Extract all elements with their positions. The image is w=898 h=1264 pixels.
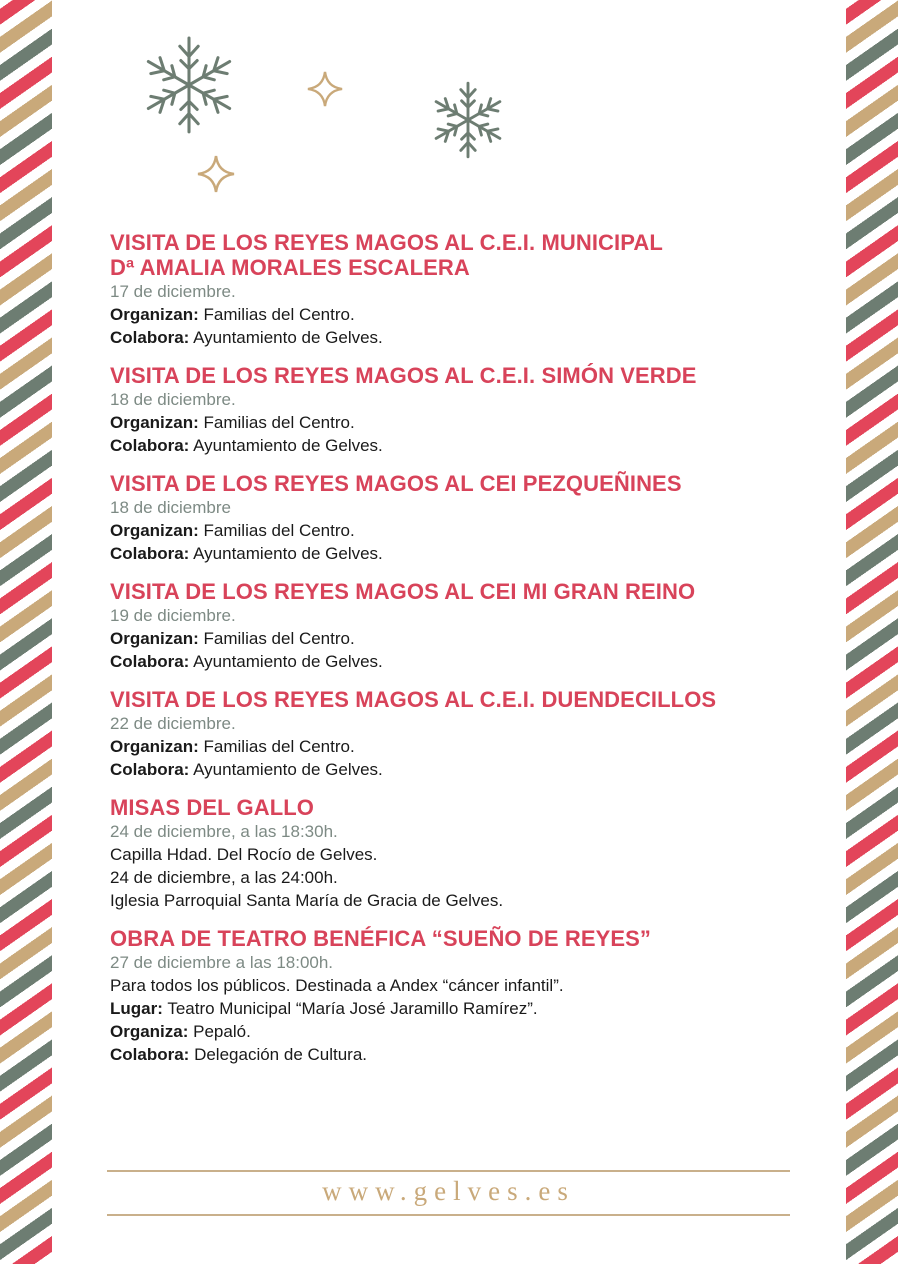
event-item [110, 687, 810, 781]
website-link[interactable]: www.gelves.es [322, 1176, 575, 1206]
event-line: Colabora: Ayuntamiento de Gelves. [110, 544, 383, 563]
event-line: Colabora: Ayuntamiento de Gelves. [110, 436, 383, 455]
event-item [110, 795, 810, 912]
event-item [110, 363, 810, 457]
event-title: MISAS DEL GALLO [110, 795, 314, 820]
right-stripe-border [846, 0, 898, 1264]
event-item [110, 579, 810, 673]
snowflake-icon [138, 34, 240, 136]
event-line: Colabora: Delegación de Cultura. [110, 1045, 368, 1064]
event-line: Capilla Hdad. Del Rocío de Gelves. [110, 845, 378, 864]
event-date: 27 de diciembre a las 18:00h. [110, 953, 334, 972]
footer-divider-bottom [107, 1214, 790, 1216]
footer-divider-top [107, 1170, 790, 1172]
event-line: Organizan: Familias del Centro. [110, 629, 355, 648]
event-line: Colabora: Ayuntamiento de Gelves. [110, 328, 383, 347]
event-date: 18 de diciembre [110, 498, 231, 517]
sparkle-icon [306, 70, 344, 108]
event-line: Colabora: Ayuntamiento de Gelves. [110, 652, 383, 671]
event-item [110, 926, 810, 1066]
event-title: OBRA DE TEATRO BENÉFICA “SUEÑO DE REYES” [110, 926, 652, 951]
event-line: 24 de diciembre, a las 24:00h. [110, 868, 338, 887]
event-line: Colabora: Ayuntamiento de Gelves. [110, 760, 383, 779]
event-line: Organizan: Familias del Centro. [110, 413, 355, 432]
event-title: VISITA DE LOS REYES MAGOS AL C.E.I. SIMÓN VERDE [110, 363, 697, 388]
event-date: 22 de diciembre. [110, 714, 236, 733]
event-line: Para todos los públicos. Destinada a Andex “cáncer infantil”. [110, 976, 564, 995]
event-line: Organizan: Familias del Centro. [110, 737, 355, 756]
event-title: VISITA DE LOS REYES MAGOS AL CEI PEZQUEÑINES [110, 471, 682, 496]
event-line: Organiza: Pepaló. [110, 1022, 251, 1041]
event-list [110, 230, 810, 1080]
event-item [110, 230, 810, 349]
event-line: Organizan: Familias del Centro. [110, 305, 355, 324]
snowflake-icon [428, 80, 508, 160]
event-date: 24 de diciembre, a las 18:30h. [110, 822, 338, 841]
event-title: VISITA DE LOS REYES MAGOS AL C.E.I. MUNICIPAL Dª AMALIA MORALES ESCALERA [110, 230, 663, 280]
event-date: 17 de diciembre. [110, 282, 236, 301]
event-title: VISITA DE LOS REYES MAGOS AL CEI MI GRAN REINO [110, 579, 696, 604]
event-item [110, 471, 810, 565]
event-line: Lugar: Teatro Municipal “María José Jaramillo Ramírez”. [110, 999, 538, 1018]
event-line: Iglesia Parroquial Santa María de Gracia de Gelves. [110, 891, 504, 910]
event-title: VISITA DE LOS REYES MAGOS AL C.E.I. DUENDECILLOS [110, 687, 717, 712]
sparkle-icon [196, 154, 236, 194]
event-date: 18 de diciembre. [110, 390, 236, 409]
event-date: 19 de diciembre. [110, 606, 236, 625]
event-line: Organizan: Familias del Centro. [110, 521, 355, 540]
left-stripe-border [0, 0, 52, 1264]
